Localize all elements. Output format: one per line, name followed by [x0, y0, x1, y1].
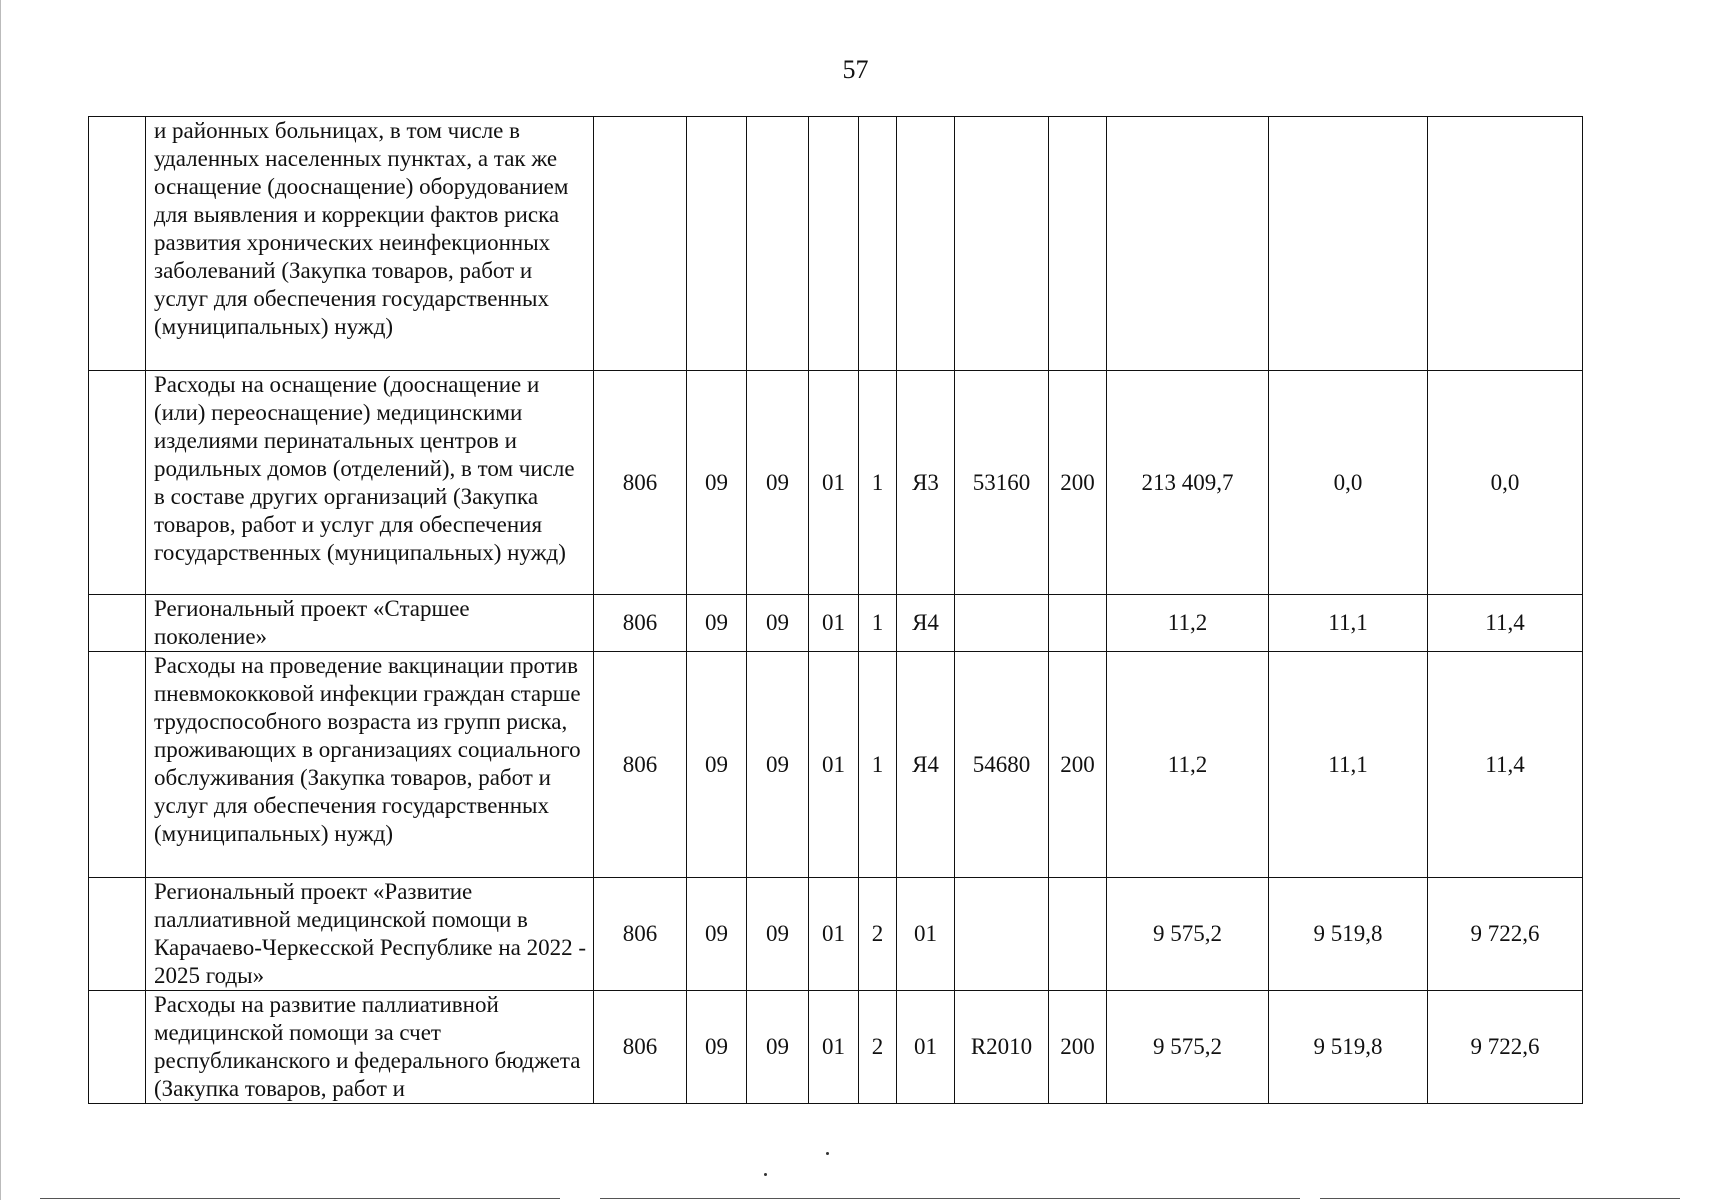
- subsection-code-cell: 09: [747, 595, 809, 652]
- subprogram-code-cell: [859, 117, 897, 371]
- scan-rule: [600, 1198, 1300, 1199]
- program-code-cell: 01: [809, 991, 859, 1104]
- row-number-cell: [89, 878, 146, 991]
- budget-table: [88, 116, 1583, 1104]
- amount-cell: [1428, 117, 1583, 371]
- table-row: [89, 991, 1583, 1104]
- direction-code-cell: [955, 878, 1049, 991]
- subprogram-code-cell: 1: [859, 652, 897, 878]
- section-code-cell: 09: [687, 878, 747, 991]
- amount-cell: 11,2: [1107, 595, 1269, 652]
- amount-cell: 11,1: [1269, 652, 1428, 878]
- row-number-cell: [89, 117, 146, 371]
- amount-cell: 9 575,2: [1107, 878, 1269, 991]
- table-row: [89, 371, 1583, 595]
- description-cell: Расходы на проведение вакцинации против пневмококковой инфекции граждан старше трудоспособного возраста из групп риска, проживающих в организациях социального обслуживания (Закупка товаров, работ и услуг для обеспечения государственных (муниципальных) нужд): [146, 652, 594, 878]
- subprogram-code-cell: 2: [859, 991, 897, 1104]
- row-number-cell: [89, 991, 146, 1104]
- scan-speck: [764, 1173, 767, 1176]
- row-number-cell: [89, 595, 146, 652]
- direction-code-cell: 54680: [955, 652, 1049, 878]
- table-row: [89, 652, 1583, 878]
- amount-cell: [1269, 117, 1428, 371]
- amount-cell: 9 519,8: [1269, 878, 1428, 991]
- project-code-cell: 01: [897, 878, 955, 991]
- amount-cell: 11,1: [1269, 595, 1428, 652]
- ministry-code-cell: 806: [594, 595, 687, 652]
- expense-type-cell: 200: [1049, 991, 1107, 1104]
- description-cell: Региональный проект «Развитие паллиативной медицинской помощи в Карачаево-Черкесской Республике на 2022 - 2025 годы»: [146, 878, 594, 991]
- page-number: 57: [842, 55, 869, 84]
- program-code-cell: 01: [809, 371, 859, 595]
- scan-speck: [826, 1152, 829, 1155]
- section-code-cell: 09: [687, 652, 747, 878]
- amount-cell: 11,4: [1428, 652, 1583, 878]
- amount-cell: 0,0: [1269, 371, 1428, 595]
- amount-cell: 0,0: [1428, 371, 1583, 595]
- expense-type-cell: [1049, 878, 1107, 991]
- program-code-cell: 01: [809, 652, 859, 878]
- row-number-cell: [89, 371, 146, 595]
- amount-cell: [1107, 117, 1269, 371]
- amount-cell: 11,2: [1107, 652, 1269, 878]
- ministry-code-cell: [594, 117, 687, 371]
- program-code-cell: 01: [809, 878, 859, 991]
- amount-cell: 9 575,2: [1107, 991, 1269, 1104]
- amount-cell: 9 722,6: [1428, 878, 1583, 991]
- project-code-cell: Я4: [897, 652, 955, 878]
- subsection-code-cell: 09: [747, 991, 809, 1104]
- project-code-cell: Я4: [897, 595, 955, 652]
- scan-rule: [40, 1198, 560, 1199]
- subprogram-code-cell: 1: [859, 371, 897, 595]
- expense-type-cell: 200: [1049, 652, 1107, 878]
- amount-cell: 9 722,6: [1428, 991, 1583, 1104]
- expense-type-cell: [1049, 595, 1107, 652]
- project-code-cell: Я3: [897, 371, 955, 595]
- expense-type-cell: [1049, 117, 1107, 371]
- table-row: [89, 878, 1583, 991]
- description-cell: Расходы на оснащение (дооснащение и (или) переоснащение) медицинскими изделиями перинатальных центров и родильных домов (отделений), в том числе в составе других организаций (Закупка товаров, работ и услуг для обеспечения государственных (муниципальных) нужд): [146, 371, 594, 595]
- ministry-code-cell: 806: [594, 991, 687, 1104]
- expense-type-cell: 200: [1049, 371, 1107, 595]
- program-code-cell: [809, 117, 859, 371]
- section-code-cell: 09: [687, 991, 747, 1104]
- description-cell: Расходы на развитие паллиативной медицинской помощи за счет республиканского и федерального бюджета (Закупка товаров, работ и: [146, 991, 594, 1104]
- direction-code-cell: [955, 595, 1049, 652]
- subsection-code-cell: [747, 117, 809, 371]
- table-row: [89, 595, 1583, 652]
- subsection-code-cell: 09: [747, 652, 809, 878]
- amount-cell: 11,4: [1428, 595, 1583, 652]
- project-code-cell: 01: [897, 991, 955, 1104]
- ministry-code-cell: 806: [594, 371, 687, 595]
- section-code-cell: 09: [687, 595, 747, 652]
- page-edge: [0, 0, 1, 1200]
- subsection-code-cell: 09: [747, 371, 809, 595]
- description-cell: Региональный проект «Старшее поколение»: [146, 595, 594, 652]
- table-row: [89, 117, 1583, 371]
- amount-cell: 9 519,8: [1269, 991, 1428, 1104]
- program-code-cell: 01: [809, 595, 859, 652]
- description-cell: и районных больницах, в том числе в удаленных населенных пунктах, а так же оснащение (дооснащение) оборудованием для выявления и коррекции фактов риска развития хронических неинфекционных заболеваний (Закупка товаров, работ и услуг для обеспечения государственных (муниципальных) нужд): [146, 117, 594, 371]
- direction-code-cell: [955, 117, 1049, 371]
- project-code-cell: [897, 117, 955, 371]
- subsection-code-cell: 09: [747, 878, 809, 991]
- direction-code-cell: 53160: [955, 371, 1049, 595]
- direction-code-cell: R2010: [955, 991, 1049, 1104]
- section-code-cell: [687, 117, 747, 371]
- section-code-cell: 09: [687, 371, 747, 595]
- scan-rule: [1320, 1198, 1680, 1199]
- subprogram-code-cell: 1: [859, 595, 897, 652]
- ministry-code-cell: 806: [594, 878, 687, 991]
- amount-cell: 213 409,7: [1107, 371, 1269, 595]
- ministry-code-cell: 806: [594, 652, 687, 878]
- row-number-cell: [89, 652, 146, 878]
- subprogram-code-cell: 2: [859, 878, 897, 991]
